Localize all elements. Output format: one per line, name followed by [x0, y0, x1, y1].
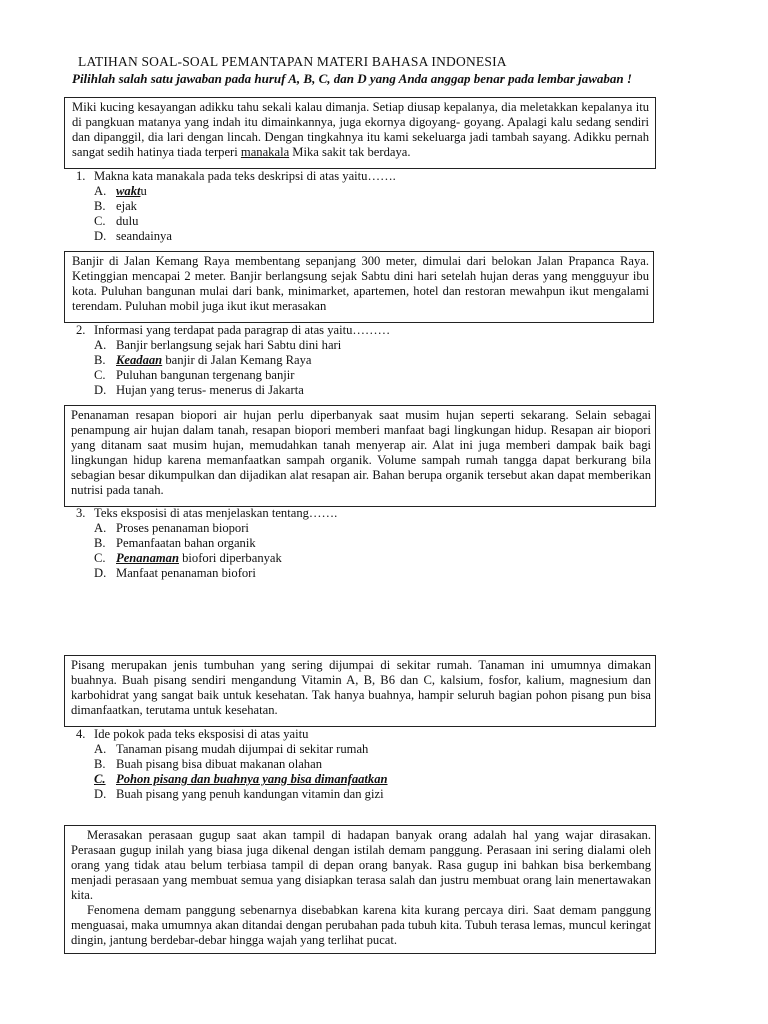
highlighted-word: manakala	[240, 145, 290, 159]
passage-box	[64, 405, 656, 507]
question-number: 1.	[76, 169, 86, 183]
answer-option[interactable]: C. dulu	[94, 214, 139, 228]
answer-option[interactable]: B. Buah pisang bisa dibuat makanan olahan	[94, 757, 322, 771]
answer-option[interactable]: D. Hujan yang terus- menerus di Jakarta	[94, 383, 304, 397]
question	[76, 323, 390, 398]
passage-box	[64, 655, 656, 727]
passage-text: Pisang merupakan jenis tumbuhan yang sering dijumpai di sekitar rumah. Tanaman ini umumnya dimakan buahnya. Buah pisang sendiri mengandung Vitamin A, B, B6 dan C, kalsium, fosfor, kalium, magnesium dan karbohidrat yang sangat baik untuk kesehatan. Tak hanya buahnya, hampir seluruh bagian pohon pisang pun bisa dimanfaatkan, terutama untuk kesehatan.	[71, 658, 651, 717]
answer-option[interactable]: C. Pohon pisang dan buahnya yang bisa dimanfaatkan	[94, 772, 388, 786]
passage-text: Banjir di Jalan Kemang Raya membentang sepanjang 300 meter, dimulai dari belokan Jalan Prapanca Raya. Ketinggian mencapai 2 meter. Banjir berlangsung sejak Sabtu dini hari setelah hujan deras yang mengguyur ibu kota. Puluhan bangunan mulai dari bank, minimarket, apartemen, hotel dan restoran mewahpun ikut mengalami terendam. Puluhan mobil juga ikut ikut merasakan	[72, 254, 649, 313]
passage-text: Miki kucing kesayangan adikku tahu sekali kalau dimanja. Setiap diusap kepalanya, dia meletakkan kepalanya itu di pangkuan matanya yang indah itu dimainkannya, juga ekornya digoyang- goyang. Apalagi kalu sedang sendiri dan dipanggil, dia lari dengan lincah. Dengan tingkahnya itu kami sekeluarga jadi tambah sayang. Adikku pernah sangat sedih hatinya tiada terperi manakala Mika sakit tak berdaya.	[72, 100, 649, 159]
question-stem: Teks eksposisi di atas menjelaskan tentang…….	[94, 506, 338, 520]
answer-option[interactable]: D. Manfaat penanaman biofori	[94, 566, 256, 580]
answer-option[interactable]: A. waktu	[94, 184, 147, 198]
passage-text: Fenomena demam panggung sebenarnya disebabkan karena kita kurang percaya diri. Saat demam panggung menguasai, maka umumnya akan ditandai dengan perubahan pada tubuh kita. Tubuh terasa lemas, muncul keringat dingin, jantung berdebar-debar hingga wajah yang terlihat pucat.	[71, 903, 651, 947]
question-stem: Makna kata manakala pada teks deskripsi di atas yaitu…….	[94, 169, 396, 183]
question-number: 2.	[76, 323, 86, 337]
answer-option[interactable]: A. Proses penanaman biopori	[94, 521, 249, 535]
answer-option[interactable]: C. Puluhan bangunan tergenang banjir	[94, 368, 295, 382]
answer-option[interactable]: D. seandainya	[94, 229, 172, 243]
question-stem: Informasi yang terdapat pada paragrap di atas yaitu………	[94, 323, 391, 337]
question	[76, 727, 388, 802]
answer-option[interactable]: B. Keadaan banjir di Jalan Kemang Raya	[94, 353, 312, 367]
answer-option[interactable]: B. Pemanfaatan bahan organik	[94, 536, 256, 550]
passage-box	[64, 825, 656, 954]
answer-option[interactable]: A. Banjir berlangsung sejak hari Sabtu dini hari	[94, 338, 342, 352]
question	[76, 506, 337, 581]
passage-text: Merasakan perasaan gugup saat akan tampil di hadapan banyak orang adalah hal yang wajar dirasakan. Perasaan gugup inilah yang biasa juga dikenal dengan istilah demam panggung. Perasaan ini sering dialami oleh orang yang tidak atau belum terbiasa tampil di depan orang banyak. Rasa gugup ini bahkan bisa berkembang menjadi perasaan yang membuat semua yang disiapkan terasa salah dan justru membuat orang lain menertawakan kita.	[71, 828, 651, 902]
page-title: LATIHAN SOAL-SOAL PEMANTAPAN MATERI BAHASA INDONESIA	[78, 54, 507, 69]
question-number: 3.	[76, 506, 86, 520]
answer-option[interactable]: D. Buah pisang yang penuh kandungan vitamin dan gizi	[94, 787, 384, 801]
question-number: 4.	[76, 727, 86, 741]
passage-box	[64, 97, 656, 169]
instruction-text: Pilihlah salah satu jawaban pada huruf A, B, C, dan D yang Anda anggap benar pada lembar jawaban !	[72, 71, 632, 86]
passage-box	[64, 251, 654, 323]
answer-option[interactable]: B. ejak	[94, 199, 137, 213]
question-stem: Ide pokok pada teks eksposisi di atas yaitu	[94, 727, 309, 741]
passage-text: Penanaman resapan biopori air hujan perlu diperbanyak saat musim hujan seperti sekarang. Selain sebagai penampung air hujan dalam tanah, resapan biopori memberi manfaat bagi lingkungan hidup. Resapan air biopori yang ditanam saat musim hujan, memudahkan tanah menyerap air. Alat ini juga memberi dampak baik bagi lingkungan hidup karena memanfaatkan sampah organik. Volume sampah rumah tangga dapat berkurang bila sebagian besar dikumpulkan dan dijadikan alat resapan air. Bahan berupa organik tersebut akan dapat memberikan nutrisi pada tanah.	[71, 408, 651, 497]
answer-option[interactable]: A. Tanaman pisang mudah dijumpai di sekitar rumah	[94, 742, 369, 756]
question	[76, 169, 396, 244]
answer-option[interactable]: C. Penanaman biofori diperbanyak	[94, 551, 282, 565]
